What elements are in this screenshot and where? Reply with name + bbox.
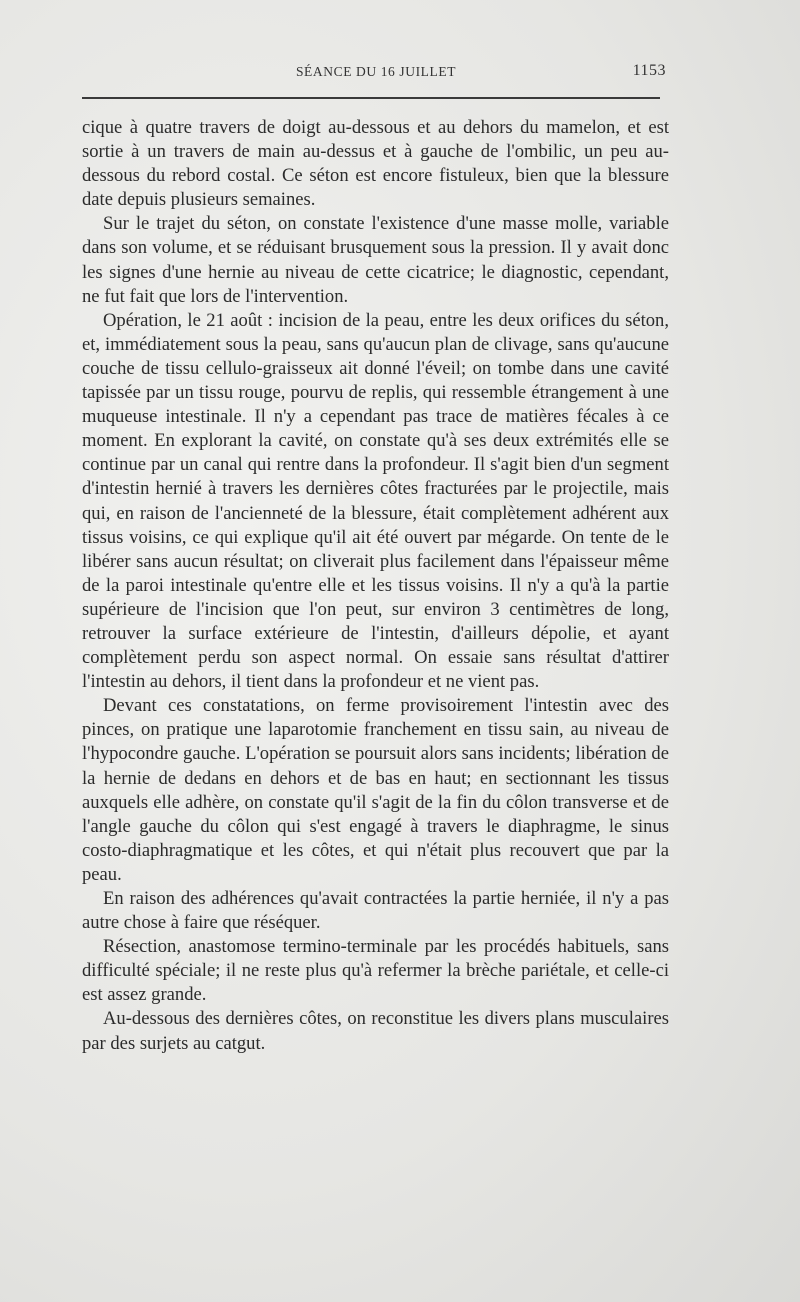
paragraph: Opération, le 21 août : incision de la peau, entre les deux orifices du séton, et, immédiatement sous la peau, sans qu'aucun plan de clivage, sans qu'aucune couche de tissu cellulo-graisseux ait donné l'éveil; on tombe dans une cavité tapissée par un tissu rouge, pourvu de replis, qui ressemble étrangement à une muqueuse intestinale. Il n'y a cependant pas trace de matières fécales à ce moment. En explorant la cavité, on constate qu'à ses deux extrémités elle se continue par un canal qui rentre dans la profondeur. Il s'agit bien d'un segment d'intestin hernié à travers les dernières côtes fracturées par le projectile, mais qui, en raison de l'ancienneté de la blessure, était complètement adhérent aux tissus voisins, ce qui explique qu'il ait été ouvert par mégarde. On tente de le libérer sans aucun résultat; on cliverait plus facilement dans l'épaisseur même de la paroi intestinale qu'entre elle et les tissus voisins. Il n'y a qu'à la partie supérieure de l'incision que l'on peut, sur environ 3 centimètres de long, retrouver la surface extérieure de l'intestin, d'ailleurs dépolie, et ayant complètement perdu son aspect normal. On essaie sans résultat d'attirer l'intestin au dehors, il tient dans la profondeur et ne vient pas. [82, 309, 669, 693]
paragraph: Au-dessous des dernières côtes, on reconstitue les divers plans musculaires par des surjets au catgut. [82, 1008, 669, 1054]
running-head [82, 62, 670, 86]
page-number: 1153 [632, 62, 666, 79]
running-title: SÉANCE DU 16 JUILLET [295, 64, 457, 79]
paragraph: Sur le trajet du séton, on constate l'existence d'une masse molle, variable dans son volume, et se réduisant brusquement sous la pression. Il y avait donc les signes d'une hernie au niveau de cette cicatrice; le diagnostic, cependant, ne fut fait que lors de l'intervention. [82, 213, 669, 307]
paragraph: cique à quatre travers de doigt au-dessous et au dehors du mamelon, et est sortie à un travers de main au-dessus et à gauche de l'ombilic, un peu au-dessous du rebord costal. Ce séton est encore fistuleux, bien que la blessure date depuis plusieurs semaines. [82, 117, 669, 211]
body-text [82, 116, 669, 1056]
header-rule [82, 97, 660, 99]
paragraph: Devant ces constatations, on ferme provisoirement l'intestin avec des pinces, on pratique une laparotomie franchement en tissu sain, au niveau de l'hypocondre gauche. L'opération se poursuit alors sans incidents; libération de la hernie de dedans en dehors et de bas en haut; en sectionnant les tissus auxquels elle adhère, on constate qu'il s'agit de la fin du côlon transverse et de l'angle gauche du côlon qui s'est engagé à travers le diaphragme, le sinus costo-diaphragmatique et les côtes, et qui n'était plus recouvert que par la peau. [82, 695, 669, 885]
paragraph: Résection, anastomose termino-terminale par les procédés habituels, sans difficulté spéciale; il ne reste plus qu'à refermer la brèche pariétale, et celle-ci est assez grande. [82, 936, 669, 1006]
paragraph: En raison des adhérences qu'avait contractées la partie herniée, il n'y a pas autre chose à faire que réséquer. [82, 888, 669, 934]
